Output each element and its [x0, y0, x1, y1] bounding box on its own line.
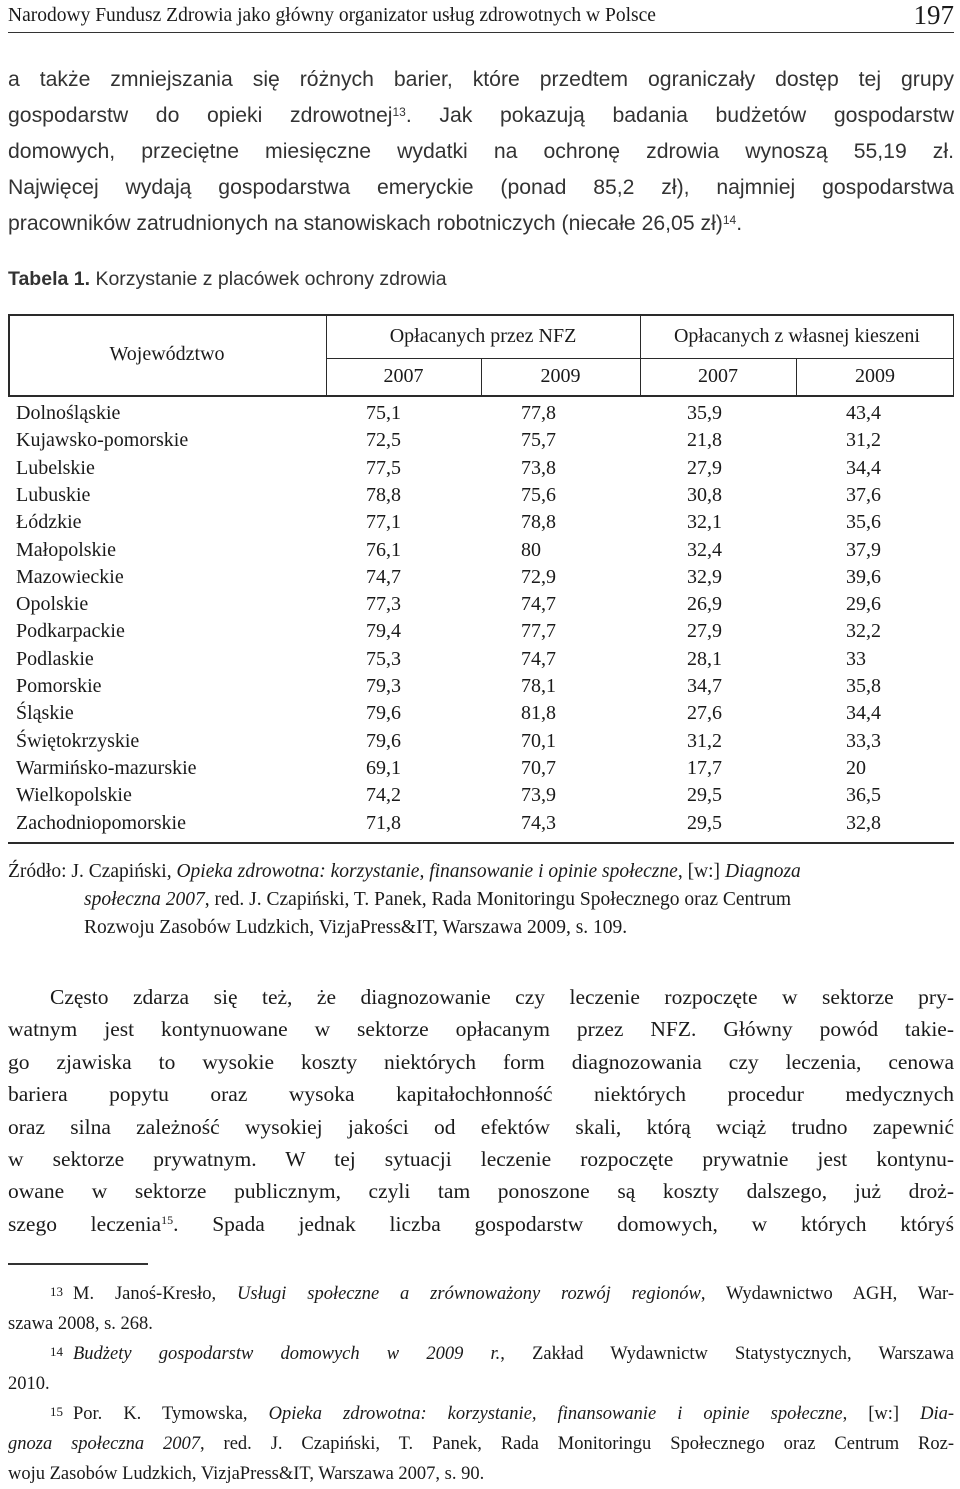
value-cell: 33,3: [846, 729, 881, 752]
region-cell: Śląskie: [16, 702, 74, 725]
table-label: Tabela 1.: [8, 268, 91, 290]
value-cell: 32,8: [846, 811, 881, 834]
region-cell: Małopolskie: [16, 538, 116, 561]
value-cell: 34,7: [687, 675, 722, 697]
value-cell: 77,1: [366, 511, 401, 534]
body-line: szego leczenia$^{15}$. Spada jednak liczba gospodarstw domowych, w których któryś: [8, 1211, 954, 1236]
value-cell: 69,1: [366, 756, 401, 779]
footnote-ref-15: 15: [161, 1212, 174, 1227]
value-cell: 35,6: [846, 511, 881, 534]
value-cell: 81,8: [521, 702, 556, 725]
value-cell: 35,8: [846, 675, 881, 697]
value-cell: 79,3: [366, 675, 401, 697]
header-region: Województwo: [109, 343, 225, 365]
source-line: społeczna 2007, red. J. Czapiński, T. Panek, Rada Monitoringu Społecznego oraz Centrum: [84, 889, 792, 910]
region-cell: Kujawsko-pomorskie: [16, 429, 189, 452]
table-title: Korzystanie z placówek ochrony zdrowia: [95, 268, 447, 290]
value-cell: 35,9: [687, 402, 722, 424]
value-cell: 74,7: [521, 647, 556, 670]
value-cell: 39,6: [846, 565, 881, 588]
page-number: 197: [913, 0, 954, 30]
footnote-14: $^{14}$ Budżety gospodarstw domowych w 2009 r., Zakład Wydawnictw Statystycznych, Warszawa: [50, 1344, 955, 1364]
header-nfz: Opłacanych przez NFZ: [389, 325, 577, 347]
value-cell: 27,9: [687, 620, 722, 643]
body-line: Często zdarza się też, że diagnozowanie czy leczenie rozpoczęte w sektorze pry-: [50, 985, 954, 1009]
value-cell: 74,3: [521, 811, 556, 834]
region-cell: Świętokrzyskie: [16, 729, 140, 752]
source-line: Źródło: J. Czapiński, Opieka zdrowotna: korzystanie, finansowanie i opinie społeczne, [w:] Diagnoza: [8, 861, 801, 882]
value-cell: 74,2: [366, 784, 401, 807]
value-cell: 37,6: [846, 483, 881, 506]
body-line: oraz silna zależność wysokiej jakości od efektów skali, którą wciąż trudno zapewnić: [8, 1114, 954, 1139]
value-cell: 30,8: [687, 483, 722, 506]
value-cell: 20: [846, 756, 866, 779]
value-cell: 72,5: [366, 429, 401, 452]
footnote-ref-14: 14: [722, 213, 737, 227]
footnotes: [8, 1279, 954, 1489]
intro-line: gospodarstw do opieki zdrowotnej$^{13}$. Jak pokazują badania budżetów gospodarstw: [8, 104, 955, 127]
region-cell: Warmińsko-mazurskie: [16, 756, 197, 779]
value-cell: 79,6: [366, 729, 401, 752]
value-cell: 27,6: [687, 702, 722, 725]
value-cell: 75,3: [366, 647, 401, 670]
region-cell: Zachodniopomorskie: [16, 811, 186, 834]
value-cell: 73,9: [521, 784, 556, 807]
footnote-13-cont: szawa 2008, s. 268.: [8, 1314, 153, 1334]
value-cell: 75,1: [366, 402, 401, 424]
region-cell: Podkarpackie: [16, 620, 125, 643]
header-year: 2009: [540, 365, 581, 387]
value-cell: 32,4: [687, 538, 722, 561]
region-cell: Lubuskie: [16, 483, 91, 506]
value-cell: 28,1: [687, 647, 722, 670]
value-cell: 78,8: [366, 483, 401, 506]
header-year: 2007: [698, 365, 738, 387]
value-cell: 26,9: [687, 593, 722, 616]
value-cell: 80: [521, 538, 541, 561]
value-cell: 79,6: [366, 702, 401, 725]
value-cell: 70,1: [521, 729, 556, 752]
value-cell: 29,5: [687, 784, 722, 807]
intro-line: a także zmniejszania się różnych barier, które przedtem ograniczały dostęp tej grupy: [8, 68, 954, 91]
running-title: Narodowy Fundusz Zdrowia jako główny organizator usług zdrowotnych w Polsce: [8, 5, 656, 26]
value-cell: 79,4: [366, 620, 401, 643]
value-cell: 76,1: [366, 538, 401, 561]
intro-line: domowych, przeciętne miesięczne wydatki na ochronę zdrowia wynoszą 55,19 zł.: [8, 140, 954, 163]
value-cell: 36,5: [846, 784, 881, 807]
header-own-pocket: Opłacanych z własnej kieszeni: [673, 325, 920, 347]
value-cell: 34,4: [846, 456, 881, 479]
body-line: bariera popytu oraz wysoka kapitałochłonność niektórych procedur medycznych: [8, 1082, 954, 1107]
value-cell: 78,8: [521, 511, 556, 534]
table-caption: [8, 268, 447, 291]
value-cell: 70,7: [521, 756, 556, 779]
footnote-separator: [8, 1263, 148, 1265]
value-cell: 37,9: [846, 538, 881, 561]
value-cell: 34,4: [846, 702, 881, 725]
value-cell: 77,5: [366, 456, 401, 479]
value-cell: 32,9: [687, 565, 722, 588]
value-cell: 71,8: [366, 811, 401, 834]
region-cell: Opolskie: [16, 593, 89, 616]
value-cell: 17,7: [687, 756, 722, 779]
region-cell: Łódzkie: [16, 511, 82, 534]
value-cell: 77,8: [521, 402, 556, 424]
value-cell: 27,9: [687, 456, 722, 479]
region-cell: Pomorskie: [16, 675, 102, 697]
value-cell: 33: [846, 647, 866, 670]
value-cell: 77,3: [366, 593, 401, 616]
value-cell: 78,1: [521, 675, 556, 697]
value-cell: 32,2: [846, 620, 881, 643]
region-cell: Wielkopolskie: [16, 784, 132, 807]
intro-line: Najwięcej wydają gospodarstwa emeryckie (ponad 85,2 zł), najmniej gospodarstwa: [8, 176, 954, 199]
footnote-13: $^{13}$ M. Janoś-Kresło, Usługi społeczne a zrównoważony rozwój regionów, Wydawnictwo AGH, War-: [50, 1284, 954, 1304]
value-cell: 32,1: [687, 511, 722, 534]
value-cell: 43,4: [846, 402, 881, 424]
region-cell: Lubelskie: [16, 456, 95, 479]
value-cell: 29,6: [846, 593, 881, 616]
region-cell: Mazowieckie: [16, 565, 124, 588]
value-cell: 72,9: [521, 565, 556, 588]
value-cell: 21,8: [687, 429, 722, 452]
body-line: w sektorze prywatnym. W tej sytuacji leczenie rozpoczęte prywatnie jest kontynu-: [8, 1147, 954, 1172]
footnote-15-cont: gnoza społeczna 2007, red. J. Czapiński, T. Panek, Rada Monitoringu Społecznego oraz Centrum Roz-: [8, 1434, 955, 1454]
value-cell: 29,5: [687, 811, 722, 834]
footnote-15: $^{15}$ Por. K. Tymowska, Opieka zdrowotna: korzystanie, finansowanie i opinie społeczne, [w:] Dia-: [50, 1404, 955, 1424]
value-cell: 31,2: [687, 729, 722, 752]
value-cell: 73,8: [521, 456, 556, 479]
footnote-15-cont: woju Zasobów Ludzkich, VizjaPress&IT, Warszawa 2007, s. 90.: [8, 1464, 485, 1484]
footnote-14-cont: 2010.: [8, 1374, 50, 1394]
intro-paragraph: [8, 62, 954, 242]
region-cell: Podlaskie: [16, 647, 94, 670]
table-source-note: [8, 858, 954, 942]
intro-line: pracowników zatrudnionych na stanowiskach robotniczych (niecałe 26,05 zł)$^{14}$.: [8, 212, 743, 235]
body-paragraph: [8, 981, 954, 1240]
value-cell: 77,7: [521, 620, 556, 643]
body-line: go zjawiska to wysokie koszty niektórych form diagnozowania czy leczenia, cenowa: [8, 1049, 954, 1074]
data-table: [8, 314, 954, 844]
value-cell: 74,7: [366, 565, 401, 588]
body-line: owane w sektorze publicznym, czyli tam ponoszone są koszty dalszego, już droż-: [8, 1179, 954, 1204]
running-header: [8, 0, 954, 33]
header-year: 2007: [383, 365, 424, 387]
body-line: watnym jest kontynuowane w sektorze opłacanym przez NFZ. Główny powód takie-: [8, 1017, 954, 1042]
value-cell: 75,6: [521, 483, 556, 506]
value-cell: 74,7: [521, 593, 556, 616]
header-year: 2009: [855, 365, 895, 387]
region-cell: Dolnośląskie: [16, 402, 121, 424]
source-line: Rozwoju Zasobów Ludzkich, VizjaPress&IT, Warszawa 2009, s. 109.: [84, 917, 628, 938]
value-cell: 75,7: [521, 429, 556, 452]
footnote-ref-13: 13: [392, 105, 406, 119]
value-cell: 31,2: [846, 429, 881, 452]
